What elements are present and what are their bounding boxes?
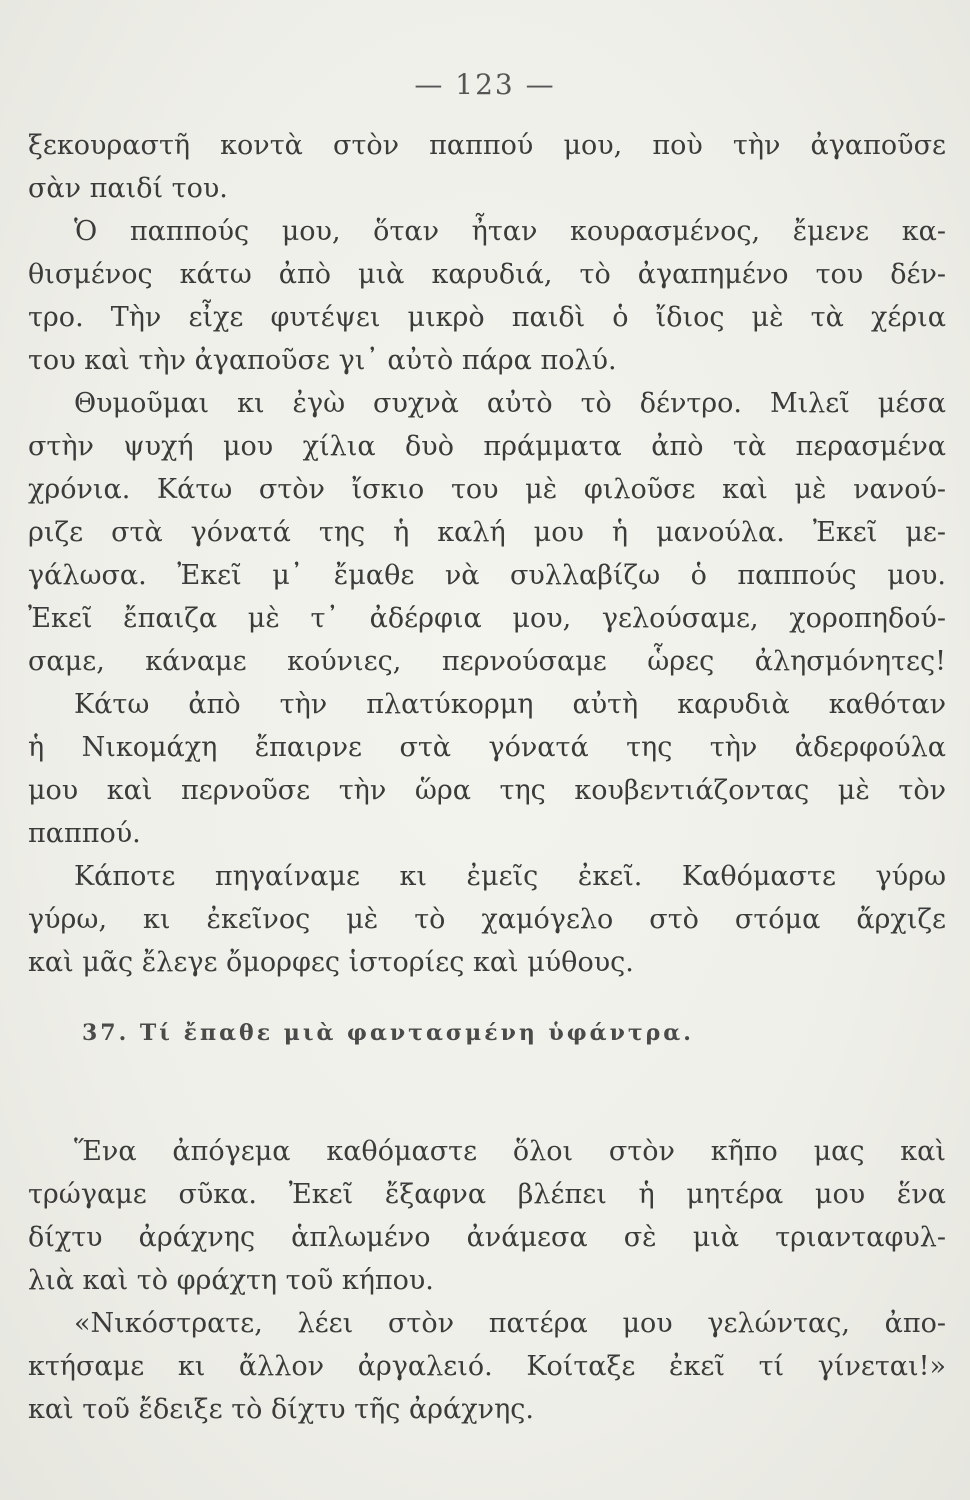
page-number: — 123 — (414, 68, 556, 101)
text-line: θισμένος κάτω ἀπὸ μιὰ καρυδιά, τὸ ἀγαπημένο του δέν- (28, 259, 946, 290)
text-line: παππού. (28, 818, 141, 849)
text-line: τρο. Τὴν εἶχε φυτέψει μικρὸ παιδὶ ὁ ἴδιος μὲ τὰ χέρια (28, 302, 946, 333)
text-line: δίχτυ ἀράχνης ἁπλωμένο ἀνάμεσα σὲ μιὰ τριανταφυλ- (28, 1222, 946, 1253)
body-text-top (28, 124, 946, 984)
text-line: καὶ τοῦ ἔδειξε τὸ δίχτυ τῆς ἀράχνης. (28, 1394, 534, 1425)
text-line: ἡ Νικομάχη ἔπαιρνε στὰ γόνατά της τὴν ἀδερφούλα (28, 732, 946, 763)
body-text-bottom (28, 1130, 946, 1431)
text-line: κτήσαμε κι ἄλλον ἀργαλειό. Κοίταξε ἐκεῖ τί γίνεται!» (28, 1351, 946, 1382)
text-line: Ὁ παππούς μου, ὅταν ἦταν κουρασμένος, ἔμενε κα- (74, 216, 946, 247)
text-line: σὰν παιδί του. (28, 173, 228, 204)
text-line: στὴν ψυχή μου χίλια δυὸ πράμματα ἀπὸ τὰ περασμένα (28, 431, 946, 462)
text-line: γύρω, κι ἐκεῖνος μὲ τὸ χαμόγελο στὸ στόμα ἄρχιζε (28, 904, 946, 935)
text-line: μου καὶ περνοῦσε τὴν ὥρα της κουβεντιάζοντας μὲ τὸν (28, 775, 946, 806)
text-line: ξεκουραστῆ κοντὰ στὸν παππού μου, ποὺ τὴν ἀγαποῦσε (28, 130, 946, 161)
text-line: «Νικόστρατε, λέει στὸν πατέρα μου γελώντας, ἀπο- (74, 1308, 946, 1339)
text-line: του καὶ τὴν ἀγαποῦσε γι᾽ αὐτὸ πάρα πολύ. (28, 345, 617, 376)
text-line: καὶ μᾶς ἔλεγε ὄμορφες ἱστορίες καὶ μύθους. (28, 947, 634, 978)
chapter-title: 37. Τί ἔπαθε μιὰ φαντασμένη ὑφάντρα. (82, 1020, 694, 1046)
text-line: Ἐκεῖ ἔπαιζα μὲ τ᾽ ἀδέρφια μου, γελούσαμε, χοροπηδού- (28, 603, 946, 634)
text-line: γάλωσα. Ἐκεῖ μ᾽ ἔμαθε νὰ συλλαβίζω ὁ παππούς μου. (28, 560, 946, 591)
text-line: Ἕνα ἀπόγεμα καθόμαστε ὅλοι στὸν κῆπο μας καὶ (74, 1136, 946, 1167)
text-line: Θυμοῦμαι κι ἐγὼ συχνὰ αὐτὸ τὸ δέντρο. Μιλεῖ μέσα (74, 388, 946, 419)
text-line: Κάποτε πηγαίναμε κι ἐμεῖς ἐκεῖ. Καθόμαστε γύρω (74, 861, 946, 892)
text-line: σαμε, κάναμε κούνιες, περνούσαμε ὧρες ἀλησμόνητες! (28, 646, 946, 677)
text-line: τρώγαμε σῦκα. Ἐκεῖ ἔξαφνα βλέπει ἡ μητέρα μου ἕνα (28, 1179, 946, 1210)
text-line: ριζε στὰ γόνατά της ἡ καλή μου ἡ μανούλα. Ἐκεῖ με- (28, 517, 946, 548)
text-line: Κάτω ἀπὸ τὴν πλατύκορμη αὐτὴ καρυδιὰ καθόταν (74, 689, 946, 720)
text-line: λιὰ καὶ τὸ φράχτη τοῦ κήπου. (28, 1265, 434, 1296)
text-line: χρόνια. Κάτω στὸν ἴσκιο του μὲ φιλοῦσε καὶ μὲ νανού- (28, 474, 946, 505)
